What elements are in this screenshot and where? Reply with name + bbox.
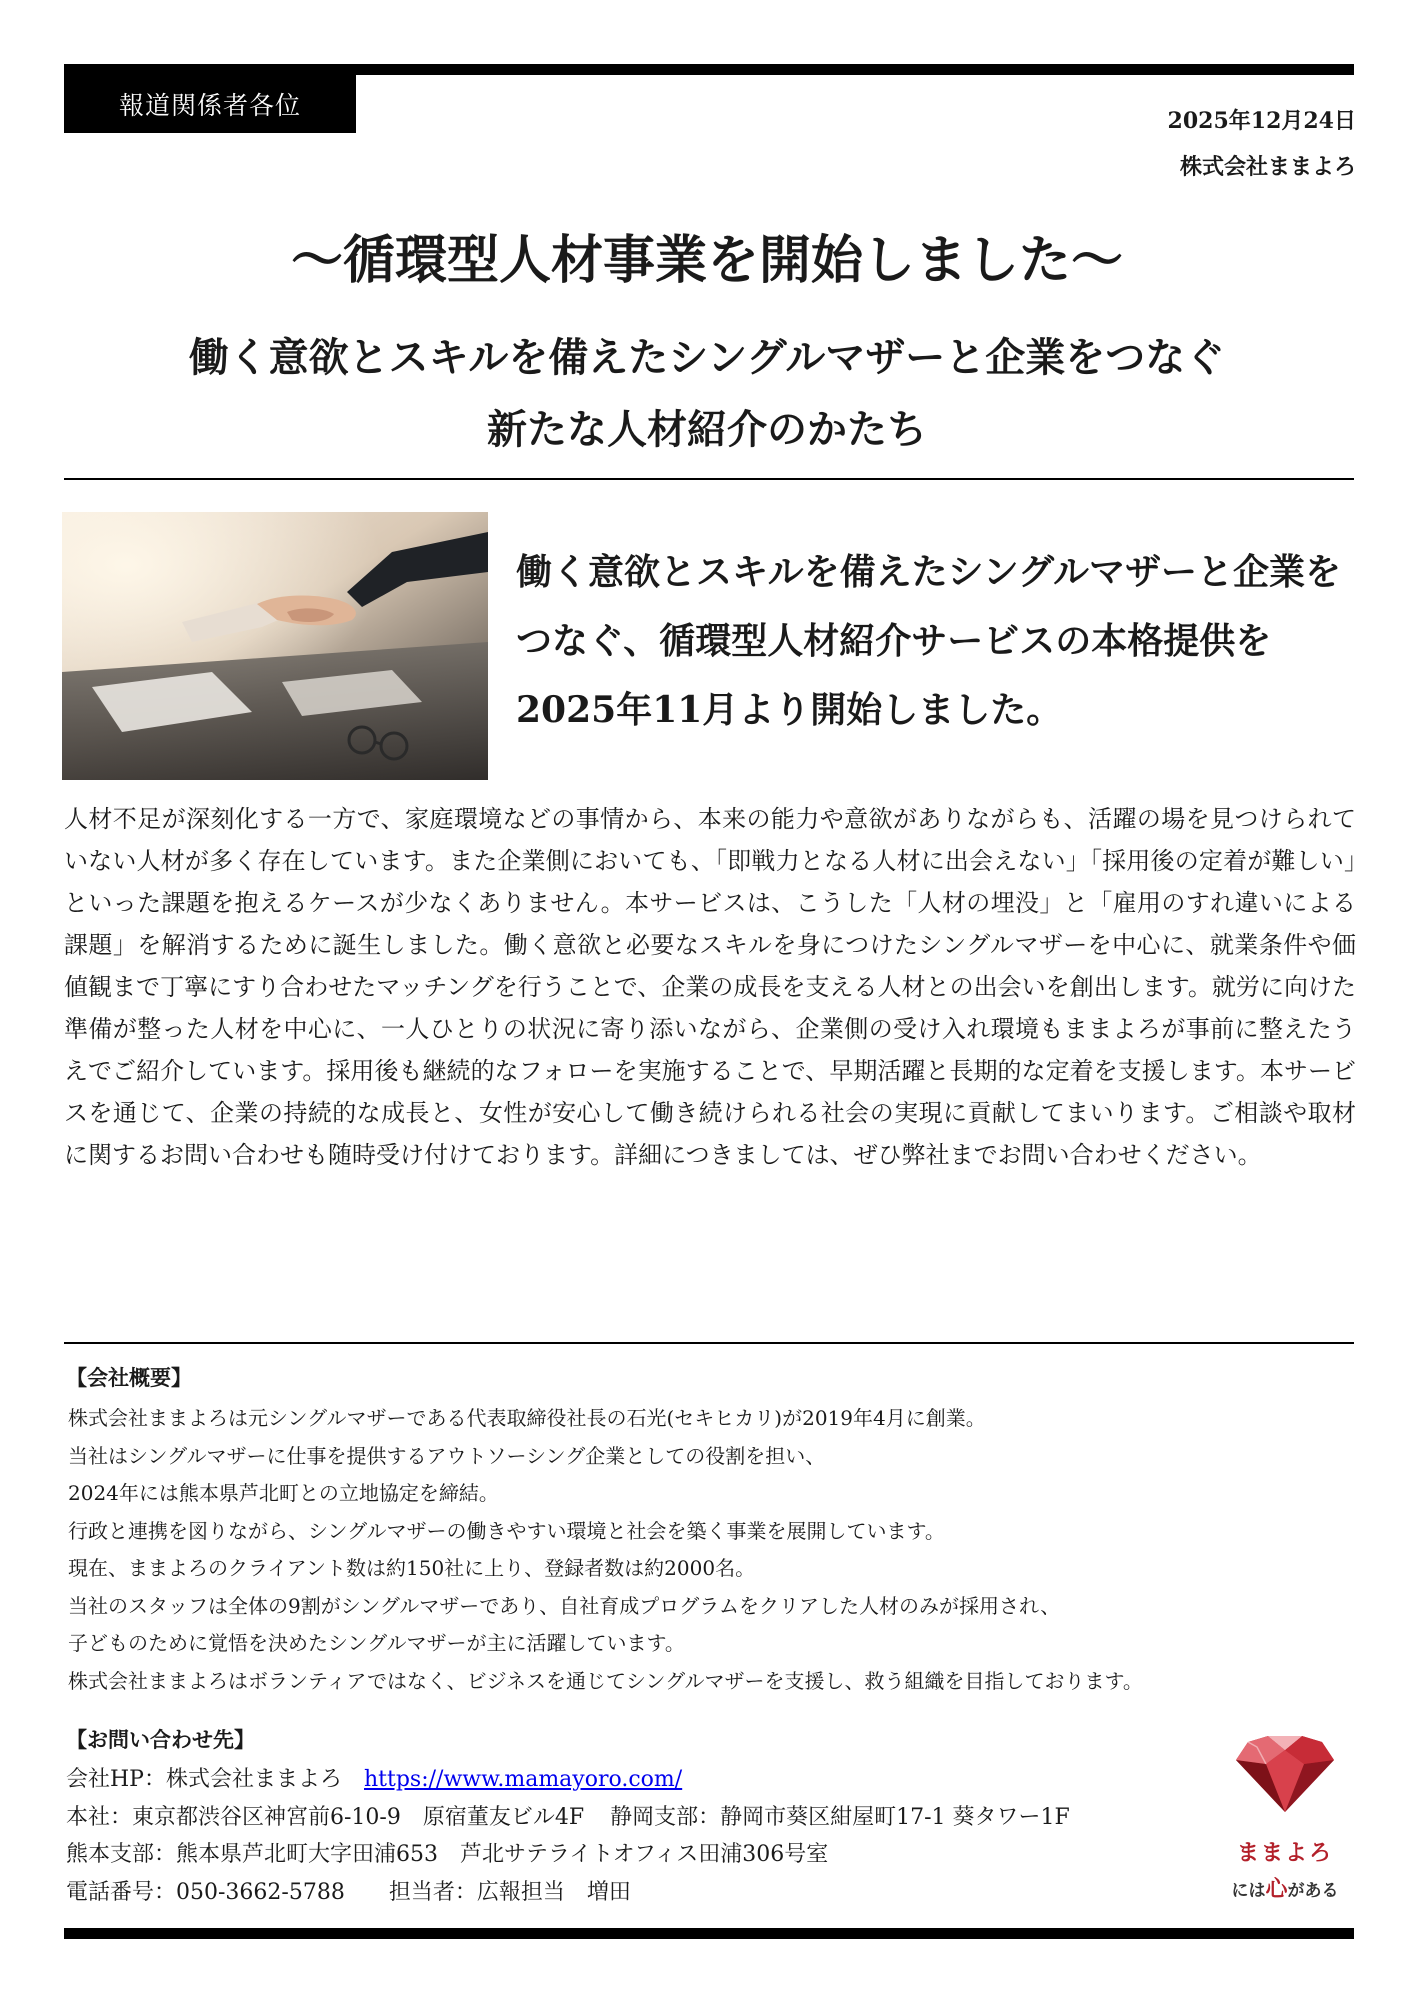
contact-phone-line: [66, 1875, 1216, 1913]
bottom-border-bar: [64, 1928, 1354, 1939]
contact-hp-line: [66, 1762, 1216, 1800]
subtitle-line-2: 新たな人材紹介のかたち: [487, 406, 927, 453]
overview-line: 2024年には熊本県芦北町との立地協定を締結。: [68, 1481, 499, 1505]
section-divider: [64, 1342, 1354, 1344]
overview-line: 子どものために覚悟を決めたシングルマザーが主に活躍しています。: [68, 1631, 685, 1655]
company-name: 株式会社ままよろ: [1179, 154, 1356, 180]
overview-line: 株式会社ままよろは元シングルマザーである代表取締役社長の石光(セキヒカリ)が2019年4月に創業。: [68, 1406, 986, 1430]
audience-tag: 報道関係者各位: [64, 75, 356, 133]
head-office-address: 本社：東京都渋谷区神宮前6-10-9 原宿董友ビル4F: [66, 1804, 585, 1830]
phone-number: 電話番号：050-3662-5788: [66, 1879, 345, 1905]
main-title: 〜循環型人材事業を開始しました〜: [290, 230, 1123, 291]
contact-office-line: [66, 1800, 1216, 1838]
title-divider: [64, 478, 1354, 480]
overview-line: 当社のスタッフは全体の9割がシングルマザーであり、自社育成プログラムをクリアした人材のみが採用され、: [68, 1593, 1061, 1618]
svg-text:には心がある: には心がある: [1231, 1876, 1339, 1901]
handshake-photo: [62, 512, 488, 780]
overview-line: 当社はシングルマザーに仕事を提供するアウトソーシング企業としての役割を担い、: [68, 1443, 826, 1468]
lead-paragraph: 働く意欲とスキルを備えたシングルマザーと企業をつなぐ、循環型人材紹介サービスの本格提供を2025年11月より開始しました。: [516, 551, 1341, 731]
body-paragraph: 人材不足が深刻化する一方で、家庭環境などの事情から、本来の能力や意欲がありながらも、活躍の場を見つけられていない人材が多く存在しています。また企業側においても、「即戦力となる人材に出会えない」「採用後の定着が難しい」といった課題を抱えるケースが少なくありません。本サービスは、こうした「人材の埋没」と「雇用のすれ違いによる課題」を解消するために誕生しました。働く意欲と必要なスキルを身につけたシングルマザーを中心に、就業条件や価値観まで丁寧にすり合わせたマッチングを行うことで、企業の成長を支える人材との出会いを創出します。就労に向けた準備が整った人材を中心に、一人ひとりの状況に寄り添いながら、企業側の受け入れ環境もままよろが事前に整えたうえでご紹介しています。採用後も継続的なフォローを実施することで、早期活躍と長期的な定着を支援します。本サービスを通じて、企業の持続的な成長と、女性が安心して働き続けられる社会の実現に貢献してまいります。ご相談や取材に関するお問い合わせも随時受け付けております。詳細につきましては、ぜひ弊社までお問い合わせください。: [64, 805, 1356, 1169]
website-link[interactable]: https://www.mamayoro.com/: [364, 1767, 683, 1792]
company-overview: [68, 1402, 1308, 1702]
press-date: 2025年12月24日: [1167, 108, 1356, 134]
kumamoto-office-address: 熊本支部：熊本県芦北町大字田浦653 芦北サテライトオフィス田浦306号室: [66, 1842, 829, 1867]
subtitle-line-1: 働く意欲とスキルを備えたシングルマザーと企業をつなぐ: [188, 334, 1226, 381]
shizuoka-office-address: 静岡支部：静岡市葵区紺屋町17-1 葵タワー1F: [610, 1804, 1070, 1830]
overview-line: 現在、ままよろのクライアント数は約150社に上り、登録者数は約2000名。: [68, 1556, 756, 1580]
overview-line: 行政と連携を図りながら、シングルマザーの働きやすい環境と社会を築く事業を展開しています。: [68, 1518, 945, 1543]
company-overview-heading: 【会社概要】: [66, 1365, 192, 1390]
overview-line: 株式会社ままよろはボランティアではなく、ビジネスを通じてシングルマザーを支援し、救う組織を目指しております。: [68, 1668, 1143, 1693]
heart-gem-icon: [1236, 1736, 1334, 1812]
mamayoro-logo: [1226, 1720, 1344, 1916]
contact-info: [66, 1762, 1216, 1912]
contact-person: 担当者：広報担当 増田: [388, 1879, 631, 1905]
svg-text:ままよろ: ままよろ: [1236, 1840, 1334, 1865]
contact-heading: 【お問い合わせ先】: [66, 1727, 255, 1752]
hp-label: 会社HP：株式会社ままよろ: [66, 1767, 342, 1792]
top-border-bar: [64, 64, 1354, 75]
